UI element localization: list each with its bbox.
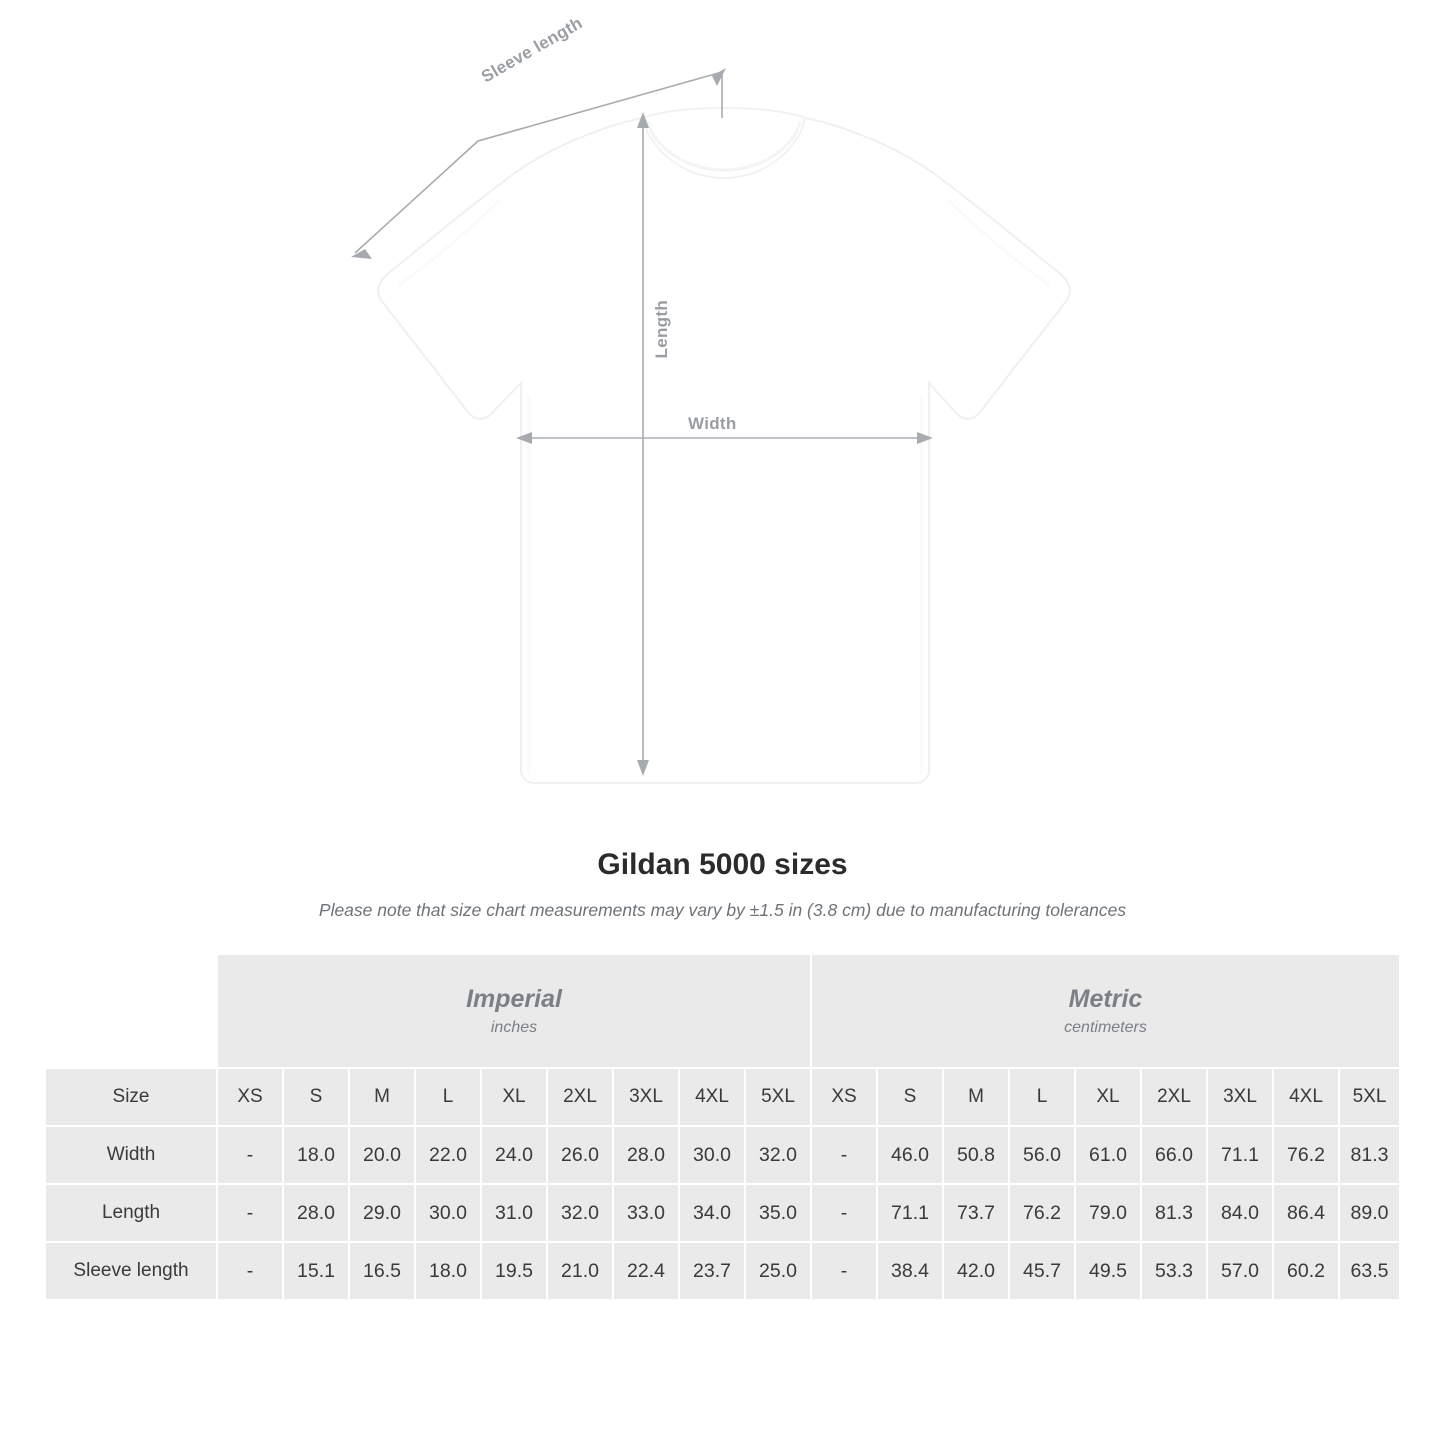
column-header-imperial-4xl: 4XL [680,1069,744,1125]
cell-length-metric-s: 71.1 [878,1185,942,1241]
column-header-metric-2xl: 2XL [1142,1069,1206,1125]
cell-length-imperial-2xl: 32.0 [548,1185,612,1241]
cell-sleeve-metric-xs: - [812,1243,876,1299]
column-header-metric-l: L [1010,1069,1074,1125]
column-header-imperial-3xl: 3XL [614,1069,678,1125]
cell-sleeve-imperial-s: 15.1 [284,1243,348,1299]
column-header-metric-4xl: 4XL [1274,1069,1338,1125]
size-table [44,953,1401,1301]
cell-width-metric-2xl: 66.0 [1142,1127,1206,1183]
width-label: Width [682,414,743,434]
cell-length-imperial-xs: - [218,1185,282,1241]
column-header-imperial-s: S [284,1069,348,1125]
cell-sleeve-imperial-xs: - [218,1243,282,1299]
cell-sleeve-imperial-xl: 19.5 [482,1243,546,1299]
cell-width-imperial-3xl: 28.0 [614,1127,678,1183]
cell-sleeve-metric-2xl: 53.3 [1142,1243,1206,1299]
cell-width-imperial-2xl: 26.0 [548,1127,612,1183]
cell-length-metric-xl: 79.0 [1076,1185,1140,1241]
cell-width-metric-5xl: 81.3 [1340,1127,1399,1183]
cell-width-metric-3xl: 71.1 [1208,1127,1272,1183]
column-header-imperial-l: L [416,1069,480,1125]
cell-length-metric-m: 73.7 [944,1185,1008,1241]
column-header-imperial-m: M [350,1069,414,1125]
sleeve-length-label: Sleeve length [478,13,586,87]
cell-width-imperial-s: 18.0 [284,1127,348,1183]
cell-width-imperial-xs: - [218,1127,282,1183]
cell-sleeve-imperial-l: 18.0 [416,1243,480,1299]
cell-width-imperial-m: 20.0 [350,1127,414,1183]
cell-width-imperial-5xl: 32.0 [746,1127,810,1183]
unit-group-imperial [218,955,810,1067]
column-header-metric-xs: XS [812,1069,876,1125]
cell-sleeve-imperial-3xl: 22.4 [614,1243,678,1299]
cell-length-imperial-5xl: 35.0 [746,1185,810,1241]
cell-width-metric-l: 56.0 [1010,1127,1074,1183]
unit-group-metric [812,955,1399,1067]
column-header-metric-s: S [878,1069,942,1125]
cell-length-imperial-m: 29.0 [350,1185,414,1241]
unit-group-imperial-name: Imperial [466,984,562,1013]
row-header-sleeve-length: Sleeve length [46,1243,216,1299]
cell-length-imperial-4xl: 34.0 [680,1185,744,1241]
cell-length-metric-2xl: 81.3 [1142,1185,1206,1241]
cell-sleeve-metric-m: 42.0 [944,1243,1008,1299]
cell-sleeve-imperial-2xl: 21.0 [548,1243,612,1299]
cell-length-metric-4xl: 86.4 [1274,1185,1338,1241]
column-header-imperial-xl: XL [482,1069,546,1125]
cell-width-imperial-xl: 24.0 [482,1127,546,1183]
size-table-wrap [44,953,1401,1301]
cell-width-metric-s: 46.0 [878,1127,942,1183]
cell-sleeve-metric-3xl: 57.0 [1208,1243,1272,1299]
unit-group-metric-sub: centimeters [1064,1019,1147,1037]
column-header-metric-3xl: 3XL [1208,1069,1272,1125]
length-label: Length [652,300,671,359]
tolerance-note: Please note that size chart measurements may vary by ±1.5 in (3.8 cm) due to manufacturing tolerances [318,900,1127,920]
cell-length-metric-5xl: 89.0 [1340,1185,1399,1241]
cell-sleeve-metric-xl: 49.5 [1076,1243,1140,1299]
column-header-metric-xl: XL [1076,1069,1140,1125]
cell-length-imperial-3xl: 33.0 [614,1185,678,1241]
cell-width-metric-4xl: 76.2 [1274,1127,1338,1183]
column-header-metric-m: M [944,1069,1008,1125]
cell-length-imperial-l: 30.0 [416,1185,480,1241]
cell-width-metric-m: 50.8 [944,1127,1008,1183]
cell-sleeve-metric-l: 45.7 [1010,1243,1074,1299]
column-header-metric-5xl: 5XL [1340,1069,1399,1125]
row-header-length: Length [46,1185,216,1241]
cell-length-metric-l: 76.2 [1010,1185,1074,1241]
size-header-row [46,1069,1399,1125]
column-header-imperial-5xl: 5XL [746,1069,810,1125]
unit-group-metric-name: Metric [1068,984,1143,1013]
page-title: Gildan 5000 sizes [597,848,848,881]
column-header-imperial-xs: XS [218,1069,282,1125]
cell-width-metric-xs: - [812,1127,876,1183]
unit-group-imperial-sub: inches [490,1019,538,1037]
cell-width-imperial-l: 22.0 [416,1127,480,1183]
cell-sleeve-metric-5xl: 63.5 [1340,1243,1399,1299]
table-row [46,1127,1399,1183]
cell-length-metric-3xl: 84.0 [1208,1185,1272,1241]
column-header-imperial-2xl: 2XL [548,1069,612,1125]
cell-sleeve-imperial-m: 16.5 [350,1243,414,1299]
row-header-width: Width [46,1127,216,1183]
cell-sleeve-imperial-4xl: 23.7 [680,1243,744,1299]
table-corner [46,955,216,1067]
cell-length-metric-xs: - [812,1185,876,1241]
cell-sleeve-metric-4xl: 60.2 [1274,1243,1338,1299]
table-row [46,1185,1399,1241]
cell-width-imperial-4xl: 30.0 [680,1127,744,1183]
column-header-size: Size [46,1069,216,1125]
cell-length-imperial-s: 28.0 [284,1185,348,1241]
unit-header-row [46,955,1399,1067]
cell-width-metric-xl: 61.0 [1076,1127,1140,1183]
title-block [0,848,1445,921]
cell-length-imperial-xl: 31.0 [482,1185,546,1241]
cell-sleeve-imperial-5xl: 25.0 [746,1243,810,1299]
table-row [46,1243,1399,1299]
cell-sleeve-metric-s: 38.4 [878,1243,942,1299]
